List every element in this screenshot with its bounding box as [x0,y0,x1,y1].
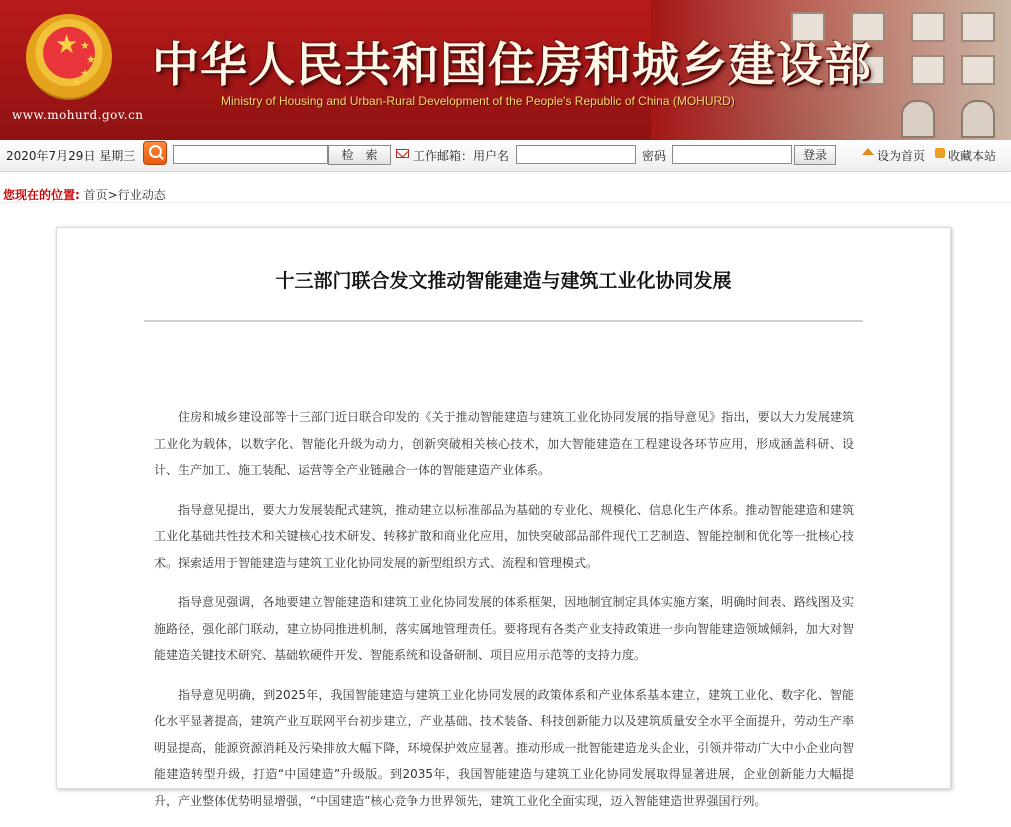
article-paragraph: 指导意见明确，到2025年，我国智能建造与建筑工业化协同发展的政策体系和产业体系基本建立，建筑工业化、数字化、智能化水平显著提高，建筑产业互联网平台初步建立，产业基础、技术装备、科技创新能力以及建筑质量安全水平全面提升，劳动生产率明显提高，能源资源消耗及污染排放大幅下降，环境保护效应显著。推动形成一批智能建造龙头企业，引领并带动广大中小企业向智能建造转型升级，打造“中国建造”升级版。到2035年，我国智能建造与建筑工业化协同发展取得显著进展，企业创新能力大幅提升，产业整体优势明显增强，“中国建造”核心竞争力世界领先，建筑工业化全面实现，迈入智能建造世界强国行列。 [154,687,854,808]
set-homepage-link[interactable]: 设为首页 [877,149,926,163]
article-body [154,404,854,827]
header-banner [0,0,1011,140]
article-title: 十三部门联合发文推动智能建造与建筑工业化协同发展 [275,270,732,292]
breadcrumb-label: 您现在的位置: [3,188,80,202]
password-label: 密码 [642,149,667,163]
breadcrumb-separator: > [107,188,118,202]
username-input[interactable] [516,145,636,164]
bookmark-site-link[interactable]: 收藏本站 [948,149,997,163]
window-decoration [961,55,995,85]
arch-decoration [901,100,935,138]
window-decoration [961,12,995,42]
bookmark-icon [935,148,945,158]
article-paragraph: 指导意见提出，要大力发展装配式建筑，推动建立以标准部品为基础的专业化、规模化、信息化生产体系。推动智能建造和建筑工业化基础共性技术和关键核心技术研发、转移扩散和商业化应用，加快突破部品部件现代工艺制造、智能控制和优化等一批核心技术。探索适用于智能建造与建筑工业化协同发展的新型组织方式、流程和管理模式。 [154,502,854,570]
article-paragraph: 指导意见强调，各地要建立智能建造和建筑工业化协同发展的体系框架，因地制宜制定具体实施方案，明确时间表、路线图及实施路径，强化部门联动，建立协同推进机制，落实属地管理责任。要将现有各类产业支持政策进一步向智能建造领域倾斜，加大对智能建造关键技术研究、基础软硬件开发、智能系统和设备研制、项目应用示范等的支持力度。 [154,595,854,662]
home-icon [862,148,874,155]
site-url: www.mohurd.gov.cn [12,108,144,122]
arch-decoration [961,100,995,138]
search-icon[interactable] [143,141,167,165]
breadcrumb-current-link[interactable]: 行业动态 [117,188,166,202]
ministry-title-en: Ministry of Housing and Urban-Rural Development of the People's Republic of China (MOHURD) [221,94,735,108]
email-login-label: 工作邮箱：用户名 [413,149,510,163]
title-divider [144,320,863,322]
breadcrumb-home-link[interactable]: 首页 [83,188,108,202]
search-button[interactable]: 检 索 [328,145,391,165]
ministry-title-cn: 中华人民共和国住房和城乡建设部 [152,38,872,93]
mail-icon [396,149,409,158]
breadcrumb [3,186,166,203]
current-date: 2020年7月29日 星期三 [6,149,136,163]
search-input[interactable] [173,145,328,164]
password-input[interactable] [672,145,792,164]
article-paragraph: 住房和城乡建设部等十三部门近日联合印发的《关于推动智能建造与建筑工业化协同发展的指导意见》指出，要以大力发展建筑工业化为载体，以数字化、智能化升级为动力，创新突破相关核心技术，加大智能建造在工程建设各环节应用，形成涵盖科研、设计、生产加工、施工装配、运营等全产业链融合一体的智能建造产业体系。 [154,410,854,477]
divider [0,202,1011,203]
window-decoration [911,12,945,42]
window-decoration [911,55,945,85]
article-panel [56,227,951,808]
national-emblem-icon: ★ ★ ★ ★ ★ [26,14,112,100]
login-button[interactable]: 登录 [794,145,836,165]
